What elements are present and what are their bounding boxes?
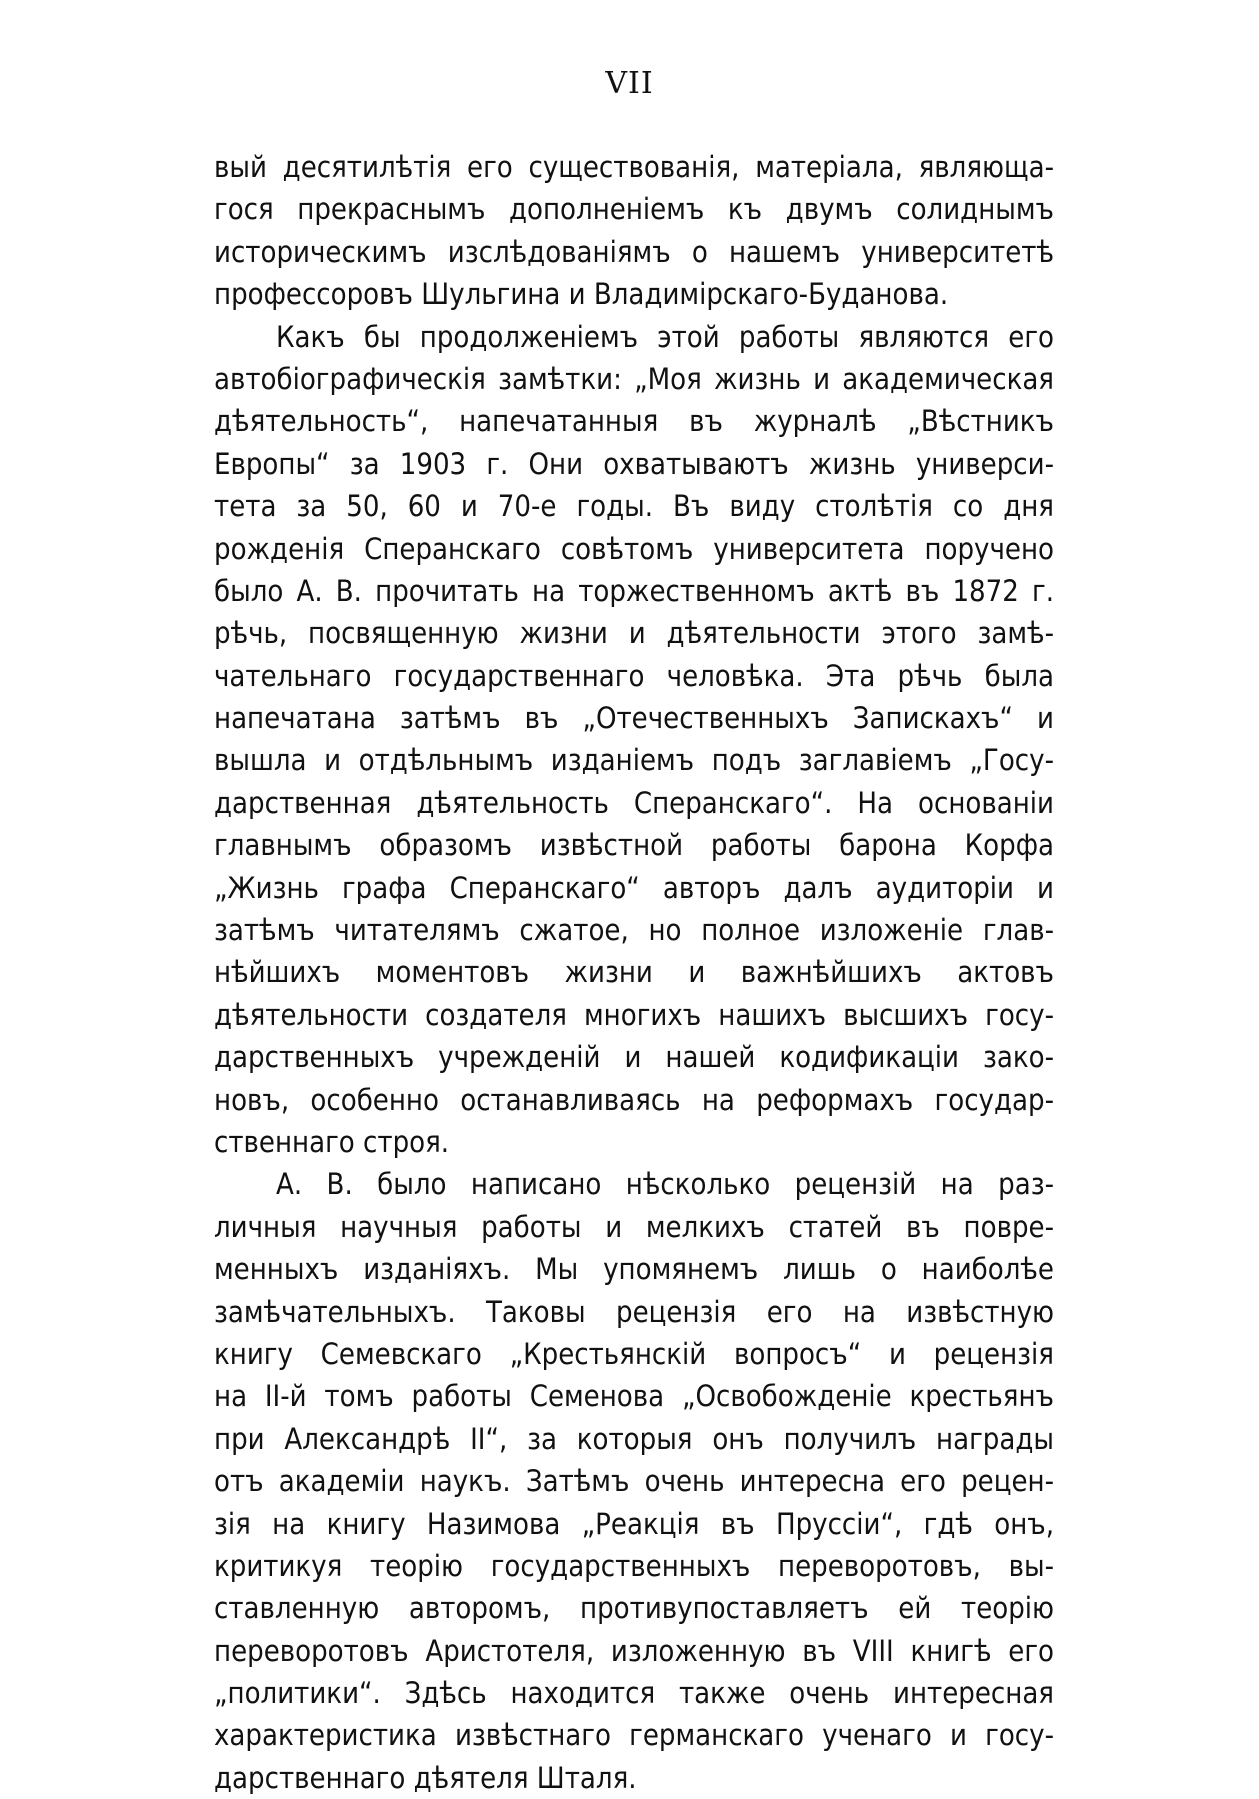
text-line: при Александрѣ II“, за которыя онъ получилъ награды: [214, 1421, 1054, 1456]
text-line: характеристика извѣстнаго германскаго ученаго и госу-: [214, 1718, 1054, 1753]
text-line: главнымъ образомъ извѣстной работы барона Корфа: [214, 828, 1054, 863]
text-line: было А. В. прочитать на торжественномъ актѣ въ 1872 г.: [214, 573, 1054, 608]
text-line: на II-й томъ работы Семенова „Освобожденіе крестьянъ: [214, 1379, 1054, 1414]
text-line: менныхъ изданіяхъ. Мы упомянемъ лишь о наиболѣе: [214, 1252, 1054, 1287]
text-line: новъ, особенно останавливаясь на реформахъ государ-: [214, 1082, 1054, 1117]
text-line: ственнаго строя.: [214, 1124, 450, 1159]
page-number: VII: [605, 66, 654, 101]
text-line: профессоровъ Шульгина и Владимірскаго-Буданова.: [214, 277, 949, 312]
text-line: вый десятилѣтія его существованія, матеріала, являюща-: [214, 150, 1054, 184]
text-line: гося прекраснымъ дополненіемъ къ двумъ солиднымъ: [214, 192, 1054, 227]
text-line: книгу Семевскаго „Крестьянскій вопросъ“ и рецензія: [214, 1336, 1054, 1371]
text-line: рѣчь, посвященную жизни и дѣятельности этого замѣ-: [214, 616, 1054, 651]
text-line: дарственная дѣятельность Сперанскаго“. На основаніи: [214, 785, 1054, 820]
text-line: Европы“ за 1903 г. Они охватываютъ жизнь универси-: [214, 446, 1054, 481]
text-line: вышла и отдѣльнымъ изданіемъ подъ заглавіемъ „Госу-: [214, 743, 1054, 778]
text-line: нѣйшихъ моментовъ жизни и важнѣйшихъ актовъ: [214, 955, 1054, 990]
text-line: затѣмъ читателямъ сжатое, но полное изложеніе глав-: [214, 913, 1054, 948]
text-line: напечатана затѣмъ въ „Отечественныхъ Запискахъ“ и: [214, 701, 1054, 736]
paragraph-1: [214, 146, 1054, 316]
text-line: А. В. было написано нѣсколько рецензій на раз-: [276, 1167, 1054, 1202]
text-line: дѣятельность“, напечатанныя въ журналѣ „Вѣстникъ: [214, 404, 1054, 439]
text-line: дѣятельности создателя многихъ нашихъ высшихъ госу-: [214, 997, 1054, 1032]
paragraph-2: [214, 316, 1054, 1164]
paragraph-3: [214, 1163, 1054, 1799]
text-line: историческимъ изслѣдованіямъ о нашемъ университетѣ: [214, 234, 1054, 269]
text-line: чательнаго государственнаго человѣка. Эта рѣчь была: [214, 658, 1054, 693]
text-line: дарственнаго дѣятеля Шталя.: [214, 1760, 637, 1795]
text-line: замѣчательныхъ. Таковы рецензія его на извѣстную: [214, 1294, 1054, 1329]
text-line: автобіографическія замѣтки: „Моя жизнь и академическая: [214, 361, 1054, 396]
text-line: ставленную авторомъ, противупоставляетъ ей теорію: [214, 1591, 1054, 1626]
text-line: зія на книгу Назимова „Реакція въ Пруссіи“, гдѣ онъ,: [214, 1506, 1054, 1541]
text-line: рожденія Сперанскаго совѣтомъ университета поручено: [214, 531, 1054, 566]
text-line: Какъ бы продолженіемъ этой работы являются его: [276, 319, 1054, 354]
text-line: личныя научныя работы и мелкихъ статей въ повре-: [214, 1209, 1054, 1244]
text-line: критикуя теорію государственныхъ переворотовъ, вы-: [214, 1548, 1054, 1583]
text-line: „политики“. Здѣсь находится также очень интересная: [214, 1676, 1054, 1711]
text-line: тета за 50, 60 и 70-е годы. Въ виду столѣтія со дня: [214, 489, 1054, 524]
text-line: „Жизнь графа Сперанскаго“ авторъ далъ аудиторіи и: [214, 870, 1054, 905]
text-line: отъ академіи наукъ. Затѣмъ очень интересна его рецен-: [214, 1464, 1054, 1499]
text-line: переворотовъ Аристотеля, изложенную въ VIII книгѣ его: [214, 1633, 1054, 1668]
body-text: [214, 146, 1054, 1799]
text-line: дарственныхъ учрежденій и нашей кодификаціи зако-: [214, 1040, 1054, 1075]
